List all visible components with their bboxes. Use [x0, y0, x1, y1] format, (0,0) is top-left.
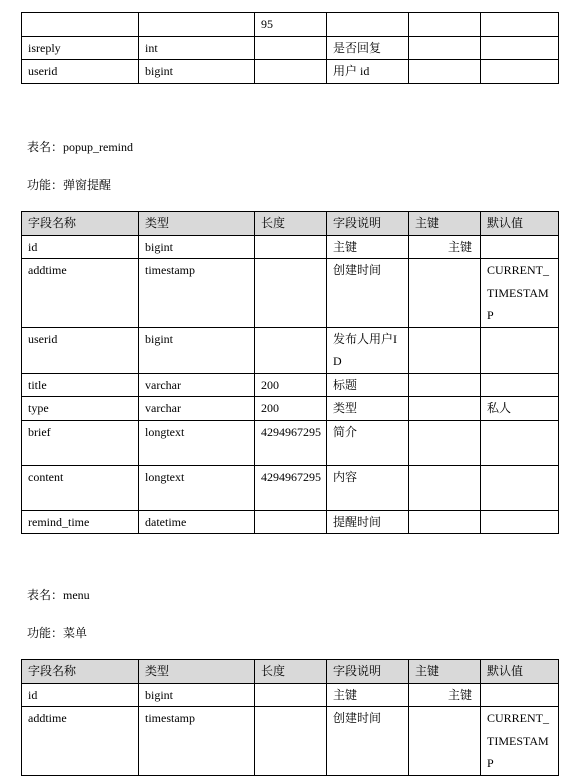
cell: [327, 13, 409, 37]
cell: 类型: [327, 397, 409, 421]
table-row: [22, 683, 559, 707]
function-label: 功能：菜单: [27, 626, 88, 640]
cell: [409, 707, 481, 776]
cell: 简介: [327, 420, 409, 465]
cell: timestamp: [139, 259, 255, 328]
cell: [481, 235, 559, 259]
cell: [481, 327, 559, 373]
cell: isreply: [22, 36, 139, 60]
cell: [255, 36, 327, 60]
cell: [481, 683, 559, 707]
cell: brief: [22, 420, 139, 465]
cell: [139, 13, 255, 37]
cell: 95: [255, 13, 327, 37]
cell: bigint: [139, 60, 255, 84]
cell: userid: [22, 327, 139, 373]
column-header: 默认值: [481, 212, 559, 236]
cell: 标题: [327, 373, 409, 397]
function-label: 功能：弹窗提醒: [27, 178, 112, 192]
table-row: [22, 373, 559, 397]
cell: varchar: [139, 373, 255, 397]
cell: [409, 510, 481, 534]
cell: [481, 510, 559, 534]
cell: [255, 235, 327, 259]
table-row: [22, 510, 559, 534]
cell: 4294967295: [255, 465, 327, 510]
cell: 200: [255, 373, 327, 397]
cell: id: [22, 235, 139, 259]
column-header: 字段说明: [327, 660, 409, 684]
column-header: 长度: [255, 660, 327, 684]
cell: [409, 36, 481, 60]
cell: [255, 683, 327, 707]
cell: datetime: [139, 510, 255, 534]
cell: longtext: [139, 465, 255, 510]
cell: 主键: [327, 235, 409, 259]
table-row: [22, 707, 559, 776]
table-name-label: 表名：menu: [27, 588, 90, 602]
cell: int: [139, 36, 255, 60]
cell: id: [22, 683, 139, 707]
cell: [409, 420, 481, 465]
cell: longtext: [139, 420, 255, 465]
cell: [22, 13, 139, 37]
column-header: 类型: [139, 212, 255, 236]
table-row: [22, 259, 559, 328]
cell: 4294967295: [255, 420, 327, 465]
cell: [255, 707, 327, 776]
column-header: 字段说明: [327, 212, 409, 236]
cell: 提醒时间: [327, 510, 409, 534]
table-row: [22, 327, 559, 373]
cell: userid: [22, 60, 139, 84]
column-header: 字段名称: [22, 212, 139, 236]
cell: 创建时间: [327, 707, 409, 776]
cell: 主键: [409, 235, 481, 259]
top-table: [21, 12, 559, 84]
cell: timestamp: [139, 707, 255, 776]
cell: [481, 36, 559, 60]
table-row: [22, 420, 559, 465]
cell: addtime: [22, 707, 139, 776]
cell: CURRENT_TIMESTAMP: [481, 707, 559, 776]
cell: 主键: [327, 683, 409, 707]
cell: addtime: [22, 259, 139, 328]
cell: [409, 373, 481, 397]
cell: 创建时间: [327, 259, 409, 328]
cell: bigint: [139, 235, 255, 259]
table-name-label: 表名：popup_remind: [27, 140, 133, 154]
cell: 内容: [327, 465, 409, 510]
cell: [481, 60, 559, 84]
column-header: 默认值: [481, 660, 559, 684]
cell: bigint: [139, 683, 255, 707]
field-table-menu: [21, 659, 559, 776]
table-row: [22, 60, 559, 84]
cell: 私人: [481, 397, 559, 421]
cell: type: [22, 397, 139, 421]
cell: title: [22, 373, 139, 397]
cell: [255, 327, 327, 373]
table-row: [22, 36, 559, 60]
column-header: 主键: [409, 212, 481, 236]
cell: [255, 259, 327, 328]
cell: remind_time: [22, 510, 139, 534]
cell: bigint: [139, 327, 255, 373]
column-header: 字段名称: [22, 660, 139, 684]
cell: [481, 13, 559, 37]
cell: [481, 373, 559, 397]
cell: 用户 id: [327, 60, 409, 84]
cell: CURRENT_TIMESTAMP: [481, 259, 559, 328]
cell: [255, 510, 327, 534]
cell: [409, 465, 481, 510]
field-table-popup-remind: [21, 211, 559, 534]
cell: 主键: [409, 683, 481, 707]
cell: 发布人用户ID: [327, 327, 409, 373]
cell: 是否回复: [327, 36, 409, 60]
table-header-row: [22, 660, 559, 684]
cell: [481, 420, 559, 465]
cell: [409, 13, 481, 37]
column-header: 类型: [139, 660, 255, 684]
cell: [409, 60, 481, 84]
column-header: 主键: [409, 660, 481, 684]
table-row: [22, 465, 559, 510]
table-header-row: [22, 212, 559, 236]
table-row: [22, 13, 559, 37]
table-row: [22, 397, 559, 421]
cell: [481, 465, 559, 510]
cell: content: [22, 465, 139, 510]
column-header: 长度: [255, 212, 327, 236]
cell: varchar: [139, 397, 255, 421]
cell: 200: [255, 397, 327, 421]
table-row: [22, 235, 559, 259]
cell: [255, 60, 327, 84]
cell: [409, 259, 481, 328]
cell: [409, 327, 481, 373]
cell: [409, 397, 481, 421]
